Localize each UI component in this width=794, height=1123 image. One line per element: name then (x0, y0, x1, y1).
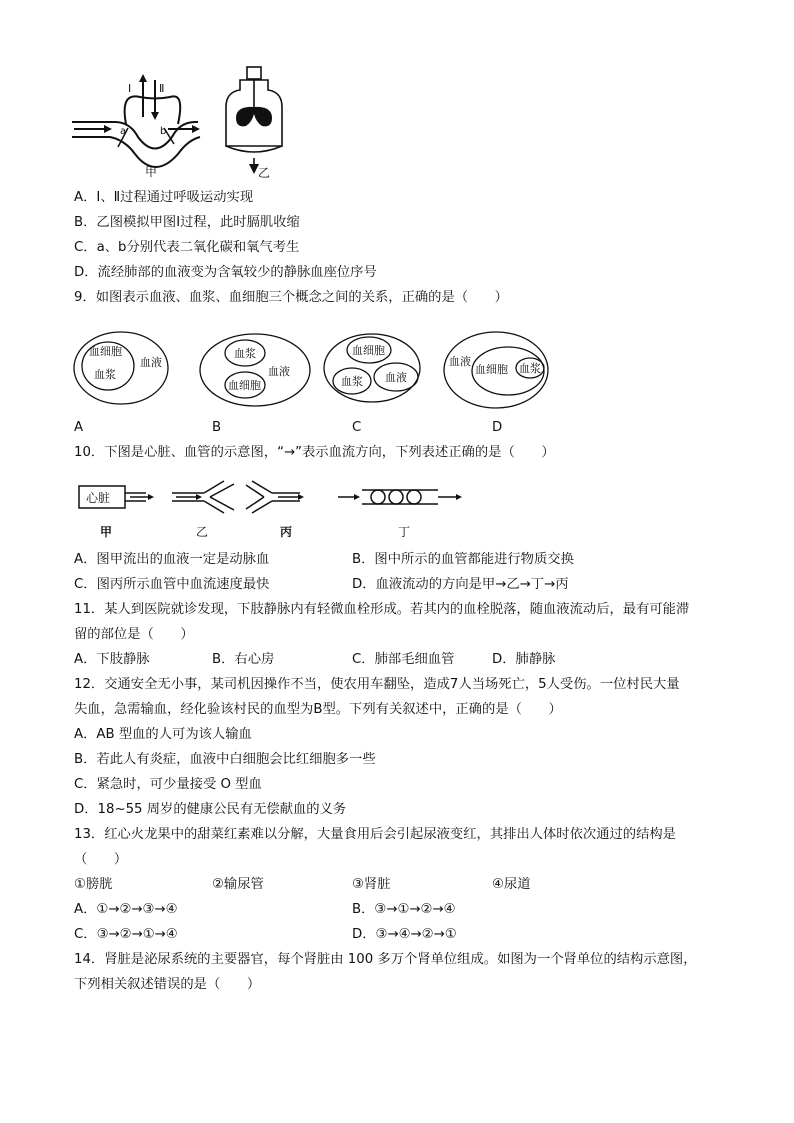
q12-option-c: C．紧急时，可少量接受 O 型血 (74, 777, 262, 792)
q11-option-b: B．右心房 (212, 652, 275, 667)
q9-c-left: 血浆 (341, 375, 363, 388)
q11-stem-line1: 11．某人到医院就诊发现，下肢静脉内有轻微血栓形成。若其内的血栓脱落，随血液流动后，最有可能滞 (74, 602, 690, 617)
q8-label-jia: 甲 (145, 165, 158, 179)
q12-stem-line1: 12．交通安全无小事，某司机因操作不当，使农用车翻坠，造成7人当场死亡，5人受伤。一位村民大量 (74, 677, 680, 692)
q13-option-a: A．①→②→③→④ (74, 902, 178, 917)
q12-option-d: D．18~55 周岁的健康公民有无偿献血的义务 (74, 802, 347, 817)
q8-label-II: Ⅱ (159, 82, 165, 95)
q10-label-yi: 乙 (196, 525, 209, 539)
q9-d-inner: 血浆 (519, 362, 541, 375)
q9-b-inner2: 血细胞 (228, 379, 261, 392)
q10-stem: 10．下图是心脏、血管的示意图，“→”表示血流方向，下列表述正确的是（ ） (74, 445, 555, 460)
q9-a-inner2: 血浆 (94, 368, 116, 381)
q9-b-outer: 血液 (268, 365, 290, 378)
q10-option-c: C．图丙所示血管中血流速度最快 (74, 577, 270, 592)
q10-option-d: D．血液流动的方向是甲→乙→丁→丙 (352, 577, 569, 592)
q13-item-3: ③肾脏 (352, 877, 391, 892)
q8-label-b: b (160, 126, 167, 137)
q12-stem-line2: 失血，急需输血，经化验该村民的血型为B型。下列有关叙述中，正确的是（ ） (74, 702, 562, 717)
q8-option-c: C．a、b分别代表二氧化碳和氧气考生 (74, 240, 300, 255)
q10-label-bing: 丙 (280, 525, 293, 539)
q11-stem-line2: 留的部位是（ ） (74, 627, 194, 642)
q10-option-b: B．图中所示的血管都能进行物质交换 (352, 552, 574, 567)
q12-option-a: A．AB 型血的人可为该人输血 (74, 727, 252, 742)
q14-stem-line2: 下列相关叙述错误的是（ ） (74, 977, 261, 992)
q9-c-right: 血液 (385, 371, 407, 384)
q8-label-a: a (120, 126, 127, 137)
q13-stem-line1: 13．红心火龙果中的甜菜红素难以分解，大量食用后会引起尿液变红，其排出人体时依次通过的结构是 (74, 827, 676, 842)
q8-option-d: D．流经肺部的血液变为含氧较少的静脉血座位序号 (74, 265, 377, 280)
q14-stem-line1: 14．肾脏是泌尿系统的主要器官，每个肾脏由 100 多万个肾单位组成。如图为一个肾单位的结构示意图， (74, 952, 697, 967)
q9-d-middle: 血细胞 (475, 363, 508, 376)
q9-label-b: B (212, 420, 222, 435)
q13-option-d: D．③→④→②→① (352, 927, 457, 942)
bell-jar-model (226, 67, 282, 170)
q13-option-c: C．③→②→①→④ (74, 927, 178, 942)
q8-label-yi: 乙 (258, 166, 271, 180)
q10-figure (74, 476, 474, 544)
q8-figure (60, 62, 300, 182)
q9-label-a: A (74, 420, 84, 435)
q9-a-outer: 血液 (140, 356, 162, 369)
q9-d-outer: 血液 (449, 355, 471, 368)
q9-stem: 9．如图表示血液、血浆、血细胞三个概念之间的关系，正确的是（ ） (74, 290, 508, 305)
q9-b-inner1: 血浆 (234, 347, 256, 360)
q11-option-d: D．肺静脉 (492, 652, 556, 667)
alveolus-diagram (72, 80, 200, 167)
q13-item-1: ①膀胱 (74, 877, 113, 892)
q11-option-a: A．下肢静脉 (74, 652, 150, 667)
q8-option-b: B．乙图模拟甲图Ⅰ过程，此时膈肌收缩 (74, 215, 300, 230)
q13-stem-line2: （ ） (74, 852, 128, 867)
q10-option-a: A．图甲流出的血液一定是动脉血 (74, 552, 270, 567)
q9-label-d: D (492, 420, 503, 435)
q12-option-b: B．若此人有炎症，血液中白细胞会比红细胞多一些 (74, 752, 376, 767)
q9-figure (72, 328, 562, 418)
q10-label-ding: 丁 (398, 525, 411, 539)
q13-option-b: B．③→①→②→④ (352, 902, 456, 917)
q8-option-a: A．Ⅰ、Ⅱ过程通过呼吸运动实现 (74, 190, 254, 205)
q13-item-4: ④尿道 (492, 877, 531, 892)
q8-label-I: Ⅰ (128, 82, 132, 95)
q11-option-c: C．肺部毛细血管 (352, 652, 455, 667)
q10-heart-label: 心脏 (86, 491, 111, 505)
q9-c-top: 血细胞 (352, 344, 385, 357)
q9-a-inner1: 血细胞 (89, 345, 122, 358)
q10-label-jia: 甲 (100, 525, 113, 539)
q9-label-c: C (352, 420, 362, 435)
q13-item-2: ②输尿管 (212, 877, 264, 892)
